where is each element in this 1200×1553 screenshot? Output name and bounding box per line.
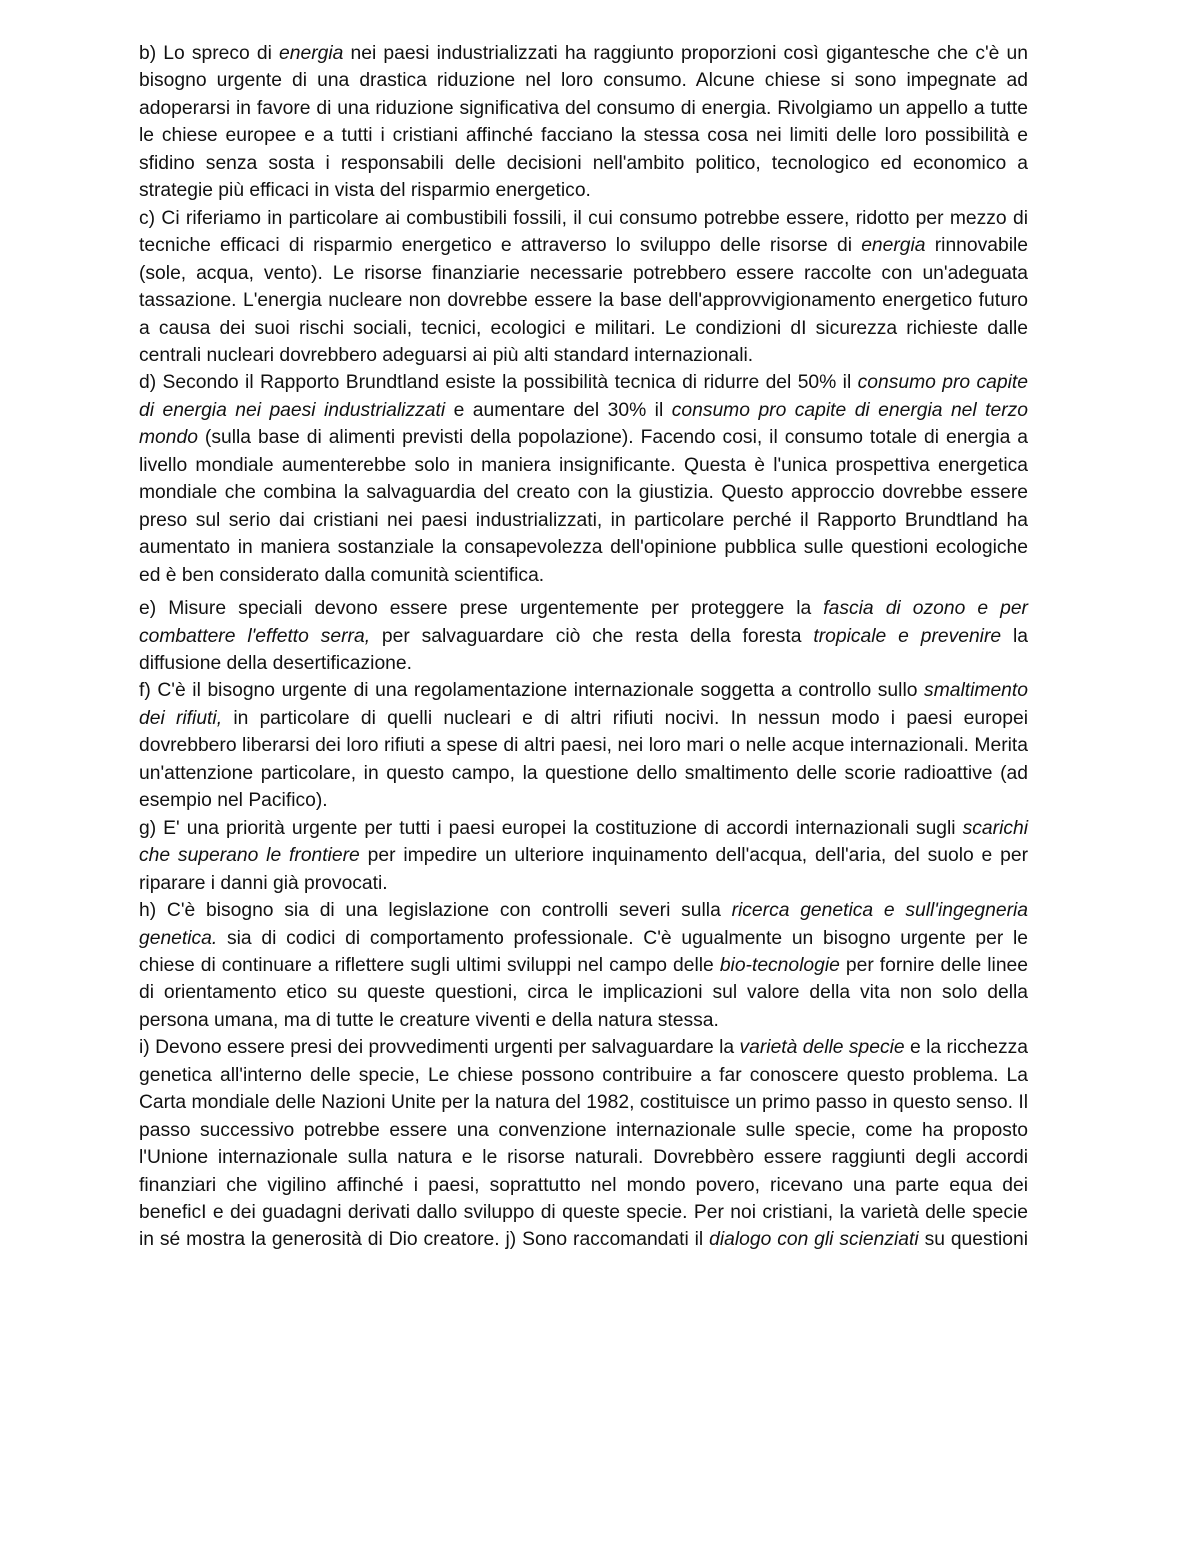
italic-text-segment: scarichi che superano le frontiere (139, 817, 1028, 867)
italic-text-segment: consumo pro capite di energia nei paesi industrializzati (139, 372, 1028, 421)
text-segment: d) Secondo il Rapporto Brundtland esiste la possibilità tecnica di ridurre del 50% il (139, 372, 858, 394)
document-page (139, 40, 1028, 1254)
text-segment: sia di codici di comportamento professionale. C'è ugualmente un bisogno urgente per le chiese di continuare a riflettere sugli ultimi sviluppi nel campo delle (139, 927, 1028, 976)
italic-text-segment: energia (279, 43, 344, 64)
italic-text-segment: ricerca genetica e sull'ingegneria genetica. (139, 900, 1028, 949)
text-segment: e aumentare del 30% il (445, 399, 672, 421)
italic-text-segment: bio-tecnologie (719, 954, 840, 976)
text-segment: i) Devono essere presi dei provvedimenti urgenti per salvaguardare la (139, 1037, 740, 1059)
text-segment: per impedire un ulteriore inquinamento dell'acqua, dell'aria, del suolo e per riparare i danni già provocati. (139, 845, 1028, 894)
italic-text-segment: energia (861, 235, 926, 257)
paragraph-c (139, 205, 1028, 370)
paragraph-b (139, 40, 1028, 205)
text-segment: e) Misure speciali devono essere prese urgentemente per proteggere la (139, 598, 824, 620)
text-segment: c) Ci riferiamo in particolare ai combustibili fossili, il cui consumo potrebbe essere, ridotto per mezzo di tecniche efficaci di risparmio energetico e attraverso lo sviluppo delle risorse di (139, 207, 1028, 257)
text-segment: rinnovabile (sole, acqua, vento). Le risorse finanziarie necessarie potrebbero essere raccolte con un'adeguata tassazione. L'energia nucleare non dovrebbe essere la base dell'approvvigionamento energetico futuro a causa dei suoi rischi sociali, tecnici, ecologici e militari. Le condizioni dI sicurezza richieste dalle centrali nucleari dovrebbero adeguarsi ai più alti standard internazionali. (139, 235, 1028, 366)
paragraph-i (139, 1034, 1028, 1254)
italic-text-segment: tropicale e prevenire (813, 625, 1002, 647)
text-segment: g) E' una priorità urgente per tutti i paesi europei la costituzione di accordi internazionali sugli (139, 817, 963, 839)
paragraph-e (139, 595, 1028, 677)
italic-text-segment: smaltimento dei rifiuti, (139, 680, 1028, 729)
paragraph-g (139, 815, 1028, 897)
text-segment: per fornire delle linee di orientamento etico su queste questioni, circa le implicazioni sul valore della vita non solo della persona umana, ma di tutte le creature viventi e della natura stessa. (139, 954, 1028, 1031)
text-segment: la diffusione della desertificazione. (139, 625, 1028, 674)
italic-text-segment: consumo pro capite di energia nel terzo mondo (139, 399, 1029, 449)
text-segment: per salvaguardare ciò che resta della foresta (370, 625, 814, 647)
text-segment: nei paesi industrializzati ha raggiunto proporzioni così gigantesche che c'è un bisogno urgente di una drastica riduzione nel loro consumo. Alcune chiese si sono impegnate ad adoperarsi in favore di una riduzione significativa del consumo di energia. Rivolgiamo un appello a tutte le chiese europee e a tutti i cristiani affinché facciano la stessa cosa nei limiti delle loro possibilità e sfidino senza sosta i responsabili delle decisioni nell'ambito politico, tecnologico ed economico a strategie più efficaci in vista del risparmio energetico. (139, 43, 1028, 202)
paragraph-h (139, 897, 1028, 1034)
italic-text-segment: fascia di ozono e per combattere l'effetto serra, (139, 598, 1028, 647)
text-segment: (sulla base di alimenti previsti della popolazione). Facendo cosi, il consumo totale di energia a livello mondiale aumenterebbe solo in maniera insignificante. Questa è l'unica prospettiva energetica mondiale che combina la salvaguardia del creato con la giustizia. Questo approccio dovrebbe essere preso sul serio dai cristiani nei paesi industrializzati, in particolare perché il Rapporto Brundtland ha aumentato in maniera sostanziale la consapevolezza dell'opinione pubblica sulle questioni ecologiche ed è ben considerato dalla comunità scientifica. (139, 427, 1028, 586)
text-segment: f) C'è il bisogno urgente di una regolamentazione internazionale soggetta a controllo sullo (139, 680, 925, 702)
paragraph-f (139, 677, 1028, 814)
italic-text-segment: varietà delle specie (739, 1037, 905, 1059)
italic-text-segment: dialogo con gli scienziati (709, 1229, 919, 1251)
text-segment: e la ricchezza genetica all'interno delle specie, Le chiese possono contribuire a far conoscere questo problema. La Carta mondiale delle Nazioni Unite per la natura del 1982, costituisce un primo passo in questo senso. Il passo successivo potrebbe essere una convenzione internazionale sulle specie, come ha proposto l'Unione internazionale sulla natura e le risorse naturali. Dovrebbèro essere raggiunti degli accordi finanziari che vigilino affinché i paesi, soprattutto nel mondo povero, ricevano una parte equa dei beneficI e dei guadagni derivati dallo sviluppo di queste specie. Per noi cristiani, la varietà delle specie in sé mostra la generosità di Dio creatore. j) Sono raccomandati il (139, 1037, 1028, 1251)
text-segment: in particolare di quelli nucleari e di altri rifiuti nocivi. In nessun modo i paesi europei dovrebbero liberarsi dei loro rifiuti a spese di altri paesi, nei loro mari o nelle acque internazionali. Merita un'attenzione particolare, in questo campo, la questione dello smaltimento delle scorie radioattive (ad esempio nel Pacifico). (139, 707, 1029, 812)
paragraph-d (139, 369, 1028, 589)
text-segment: b) Lo spreco di (139, 43, 280, 64)
text-segment: su questioni (918, 1229, 1028, 1251)
text-segment: h) C'è bisogno sia di una legislazione con controlli severi sulla (139, 900, 732, 922)
